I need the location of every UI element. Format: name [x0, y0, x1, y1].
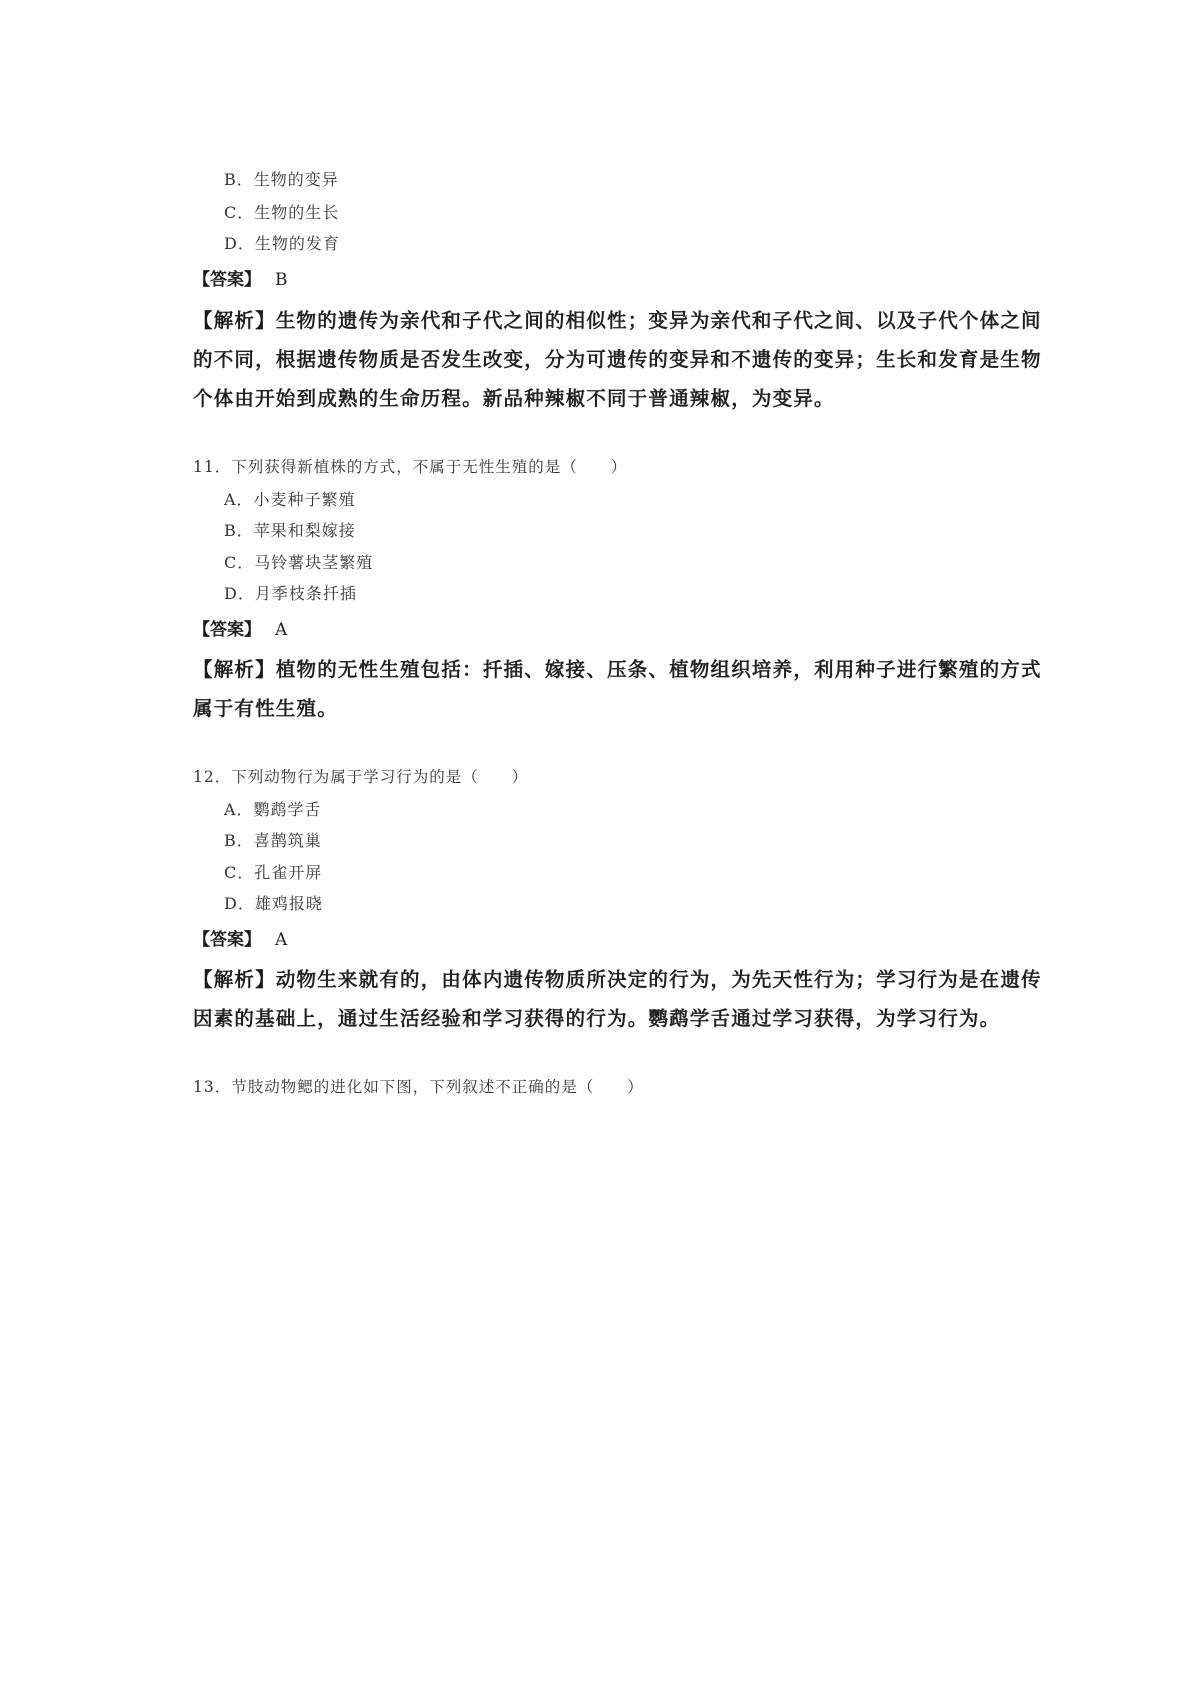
q10-explanation-line-2: 的不同，根据遗传物质是否发生改变，分为可遗传的变异和不遗传的变异；生长和发育是生物: [193, 348, 1042, 371]
q10-explanation-line-3: 个体由开始到成熟的生命历程。新品种辣椒不同于普通辣椒，为变异。: [193, 387, 835, 410]
q11-option-c: C．马铃薯块茎繁殖: [224, 553, 374, 572]
answer-tag: 【答案】: [193, 930, 261, 950]
q12-option-b: B．喜鹊筑巢: [224, 831, 322, 850]
explanation-tag: 【解析】: [193, 309, 276, 332]
q10-explanation-line-1: 【解析】生物的遗传为亲代和子代之间的相似性；变异为亲代和子代之间、以及子代个体之间: [193, 309, 1042, 332]
explanation-tag: 【解析】: [193, 658, 276, 681]
q12-explanation-line-2: 因素的基础上，通过生活经验和学习获得的行为。鹦鹉学舌通过学习获得，为学习行为。: [193, 1007, 1001, 1030]
q12-option-d: D．雄鸡报晓: [224, 894, 323, 913]
q11-explanation-line-2: 属于有性生殖。: [193, 697, 338, 720]
q11-answer: [193, 622, 287, 639]
q12-answer: [193, 932, 287, 949]
q11-option-b: B．苹果和梨嫁接: [224, 521, 356, 540]
q10-option-b: B．生物的变异: [224, 170, 339, 189]
q13-stem: 13．节肢动物鳃的进化如下图，下列叙述不正确的是（ ）: [193, 1078, 644, 1096]
q11-stem: 11．下列获得新植株的方式，不属于无性生殖的是（ ）: [193, 458, 628, 476]
explanation-tag: 【解析】: [193, 968, 276, 991]
q12-option-c: C．孔雀开屏: [224, 863, 323, 882]
q11-explanation-line-1: 【解析】植物的无性生殖包括：扦插、嫁接、压条、植物组织培养，利用种子进行繁殖的方式: [193, 658, 1042, 681]
answer-value: A: [275, 930, 288, 950]
q10-answer: [193, 272, 288, 289]
q11-option-a: A．小麦种子繁殖: [224, 490, 356, 509]
q10-option-d: D．生物的发育: [224, 234, 340, 253]
answer-value: A: [275, 620, 288, 640]
q12-explanation-line-1: 【解析】动物生来就有的，由体内遗传物质所决定的行为，为先天性行为；学习行为是在遗传: [193, 968, 1042, 991]
answer-tag: 【答案】: [193, 620, 261, 640]
q10-option-c: C．生物的生长: [224, 203, 340, 222]
q12-stem: 12．下列动物行为属于学习行为的是（ ）: [193, 768, 529, 786]
q11-option-d: D．月季枝条扦插: [224, 584, 357, 603]
q12-option-a: A．鹦鹉学舌: [224, 800, 322, 819]
answer-tag: 【答案】: [193, 270, 261, 290]
answer-value: B: [275, 270, 288, 290]
